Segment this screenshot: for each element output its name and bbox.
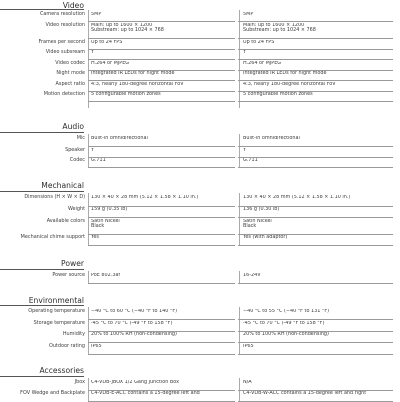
value-product-2 <box>243 380 393 386</box>
value-product-2 <box>243 23 393 34</box>
spec-row <box>0 22 400 39</box>
value-line: 4:3, nearly 180-degree horizontal FoV <box>91 81 184 87</box>
row-label: Speaker <box>65 146 85 153</box>
value-line: G.711 <box>243 158 258 163</box>
spec-row <box>0 218 400 235</box>
value-product-1 <box>91 273 233 279</box>
row-label: Video codec <box>55 59 85 66</box>
row-label: Dimensions (H × W × D) <box>24 193 85 200</box>
value-product-1 <box>91 71 233 77</box>
section-title: Audio <box>62 122 84 131</box>
section-title-rule <box>0 191 84 192</box>
value-product-2 <box>243 309 393 315</box>
row-label: Video subsream <box>45 49 85 55</box>
value-line: 130 × 40 × 28 mm (5.12 × 1.58 × 1.10 in.) <box>243 194 351 200</box>
value-product-1 <box>91 12 233 18</box>
value-product-1 <box>91 158 233 164</box>
value-line: 20% to 100% RH (non-condensing) <box>91 332 177 337</box>
spec-row <box>0 135 400 147</box>
value-product-1 <box>91 344 233 350</box>
section-title: Mechanical <box>41 181 84 190</box>
value-product-1 <box>91 61 233 67</box>
value-product-2 <box>243 344 393 350</box>
value-product-2 <box>243 136 393 142</box>
value-line: 16-24V <box>243 272 261 278</box>
row-separator <box>88 283 235 284</box>
value-product-1 <box>91 40 233 46</box>
value-product-1 <box>91 92 233 98</box>
value-line: H.264 or MJPEG <box>243 60 282 66</box>
value-line: G.711 <box>91 158 106 163</box>
value-product-1 <box>91 148 233 154</box>
spec-row <box>0 234 400 246</box>
value-product-1 <box>91 309 233 315</box>
value-product-2 <box>243 50 393 56</box>
value-product-2 <box>243 332 393 338</box>
value-line: IP65 <box>91 343 102 349</box>
value-product-2 <box>243 391 393 397</box>
value-product-1 <box>91 50 233 56</box>
value-line: 5 configurable motion zones <box>243 92 313 97</box>
value-product-1 <box>91 380 233 386</box>
row-label: Outdoor rating <box>48 342 85 349</box>
spec-row <box>0 272 400 284</box>
value-line: Y <box>91 50 94 55</box>
value-product-2 <box>243 12 393 18</box>
row-label: Mic <box>76 134 85 141</box>
row-label: Motion detection <box>43 91 85 97</box>
value-line: −40 °C to 60 °C (−40 °F to 140 °F) <box>91 309 178 314</box>
value-line: 5MP <box>243 12 254 17</box>
value-line: Satin Nickel <box>91 218 120 224</box>
value-product-1 <box>91 195 233 201</box>
value-line: 4:3, nearly 180-degree horizontal FoV <box>243 81 336 87</box>
spec-row <box>0 379 400 391</box>
value-product-2 <box>243 92 393 98</box>
section-title: Power <box>61 259 84 268</box>
value-line: N/A <box>243 379 252 385</box>
value-line: Black <box>243 223 257 230</box>
spec-row <box>0 320 400 332</box>
value-product-2 <box>243 82 393 88</box>
value-product-2 <box>243 235 393 241</box>
value-line: C4-VDB-JBOX 1/2 Gang Junction Box <box>91 379 179 385</box>
row-separator <box>238 354 393 355</box>
value-line: Yes <box>91 235 99 240</box>
value-line: Satin Nickel <box>243 218 272 224</box>
value-product-2 <box>243 195 393 201</box>
row-label: Mechanical chime support <box>20 234 85 240</box>
row-label: Power source <box>52 271 85 278</box>
spec-row <box>0 39 400 50</box>
spec-row <box>0 91 400 102</box>
value-line: Substream: up to 1024 × 768 <box>91 27 164 34</box>
value-line: C4-VDB-W-ACC contains a 15-degree left and right <box>243 391 367 396</box>
row-label: Humidity <box>62 331 85 337</box>
spec-row <box>0 157 400 168</box>
spec-row <box>0 194 400 207</box>
value-line: PoE 802.3af <box>91 272 121 278</box>
value-line: Up to 24 FPS <box>91 39 123 45</box>
value-line: 5MP <box>91 12 102 17</box>
row-separator <box>88 245 235 246</box>
row-label: Codec <box>69 157 85 163</box>
value-line: -45 °C to 70 °C (-49 °F to 158 °F) <box>243 320 325 326</box>
row-separator <box>238 101 393 102</box>
value-product-1 <box>91 321 233 327</box>
value-product-1 <box>91 136 233 142</box>
value-line: Yes (with adaptor) <box>243 235 288 240</box>
value-line: Main: up to 1600 × 1200 <box>243 22 305 28</box>
row-label: Video resolution <box>45 21 85 28</box>
value-product-2 <box>243 71 393 77</box>
value-product-2 <box>243 219 393 230</box>
value-line: Integrated IR LEDs for night mode <box>91 71 175 76</box>
spec-row <box>0 331 400 343</box>
row-separator <box>238 167 393 168</box>
value-product-1 <box>91 235 233 241</box>
value-line: Y <box>243 147 246 153</box>
value-product-1 <box>91 207 233 213</box>
value-product-2 <box>243 321 393 327</box>
row-label: Night mode <box>56 70 85 76</box>
row-separator <box>238 245 393 246</box>
value-line: H.264 or MJPEG <box>91 60 130 66</box>
value-line: 130 × 40 × 28 mm (5.12 × 1.58 × 1.10 in.) <box>91 194 199 200</box>
spec-row <box>0 49 400 60</box>
section-title: Environmental <box>28 295 84 305</box>
spec-row <box>0 70 400 81</box>
value-line: Up to 24 FPS <box>243 39 275 45</box>
value-line: C4-VDB-E-ACC contains a 15-degree left and <box>91 391 200 396</box>
value-line: Y <box>91 147 94 153</box>
value-line: 5 configurable motion zones <box>91 92 161 97</box>
value-line: 20% to 100% RH (non-condensing) <box>243 332 329 337</box>
row-separator <box>238 283 393 284</box>
row-label: Weight <box>67 206 85 212</box>
section-title: Video <box>62 1 84 10</box>
section-title-rule <box>0 269 84 270</box>
value-line: Y <box>243 50 246 55</box>
row-label: Frames per second <box>38 38 85 45</box>
row-label: FOV Wedge and Backplate <box>20 390 85 396</box>
spec-row <box>0 206 400 218</box>
value-line: Built-in omnidirectional <box>243 135 300 141</box>
value-line: Integrated IR LEDs for night mode <box>243 71 327 76</box>
value-product-2 <box>243 207 393 213</box>
value-line: Substream: up to 1024 × 768 <box>243 27 316 34</box>
section-title: Accessories <box>39 366 84 375</box>
value-product-2 <box>243 148 393 154</box>
value-line: −40 °C to 55 °C (−40 °F to 131 °F) <box>243 309 330 314</box>
spec-row <box>0 147 400 158</box>
value-product-1 <box>91 219 233 230</box>
value-line: 159 g (0.35 lb) <box>91 207 128 212</box>
value-line: Black <box>91 223 105 230</box>
row-label: Jbox <box>74 378 85 385</box>
row-label: Aspect ratio <box>55 80 85 87</box>
value-product-2 <box>243 158 393 164</box>
value-product-1 <box>91 23 233 34</box>
value-line: Built-in omnidirectional <box>91 135 148 141</box>
spec-row <box>0 60 400 71</box>
value-line: Main: up to 1600 × 1200 <box>91 22 153 28</box>
section-title-rule <box>0 132 84 133</box>
spec-row <box>0 81 400 92</box>
row-label: Storage temperature <box>33 319 85 326</box>
row-separator <box>88 167 235 168</box>
value-line: -45 °C to 70 °C (-49 °F to 158 °F) <box>91 320 173 326</box>
row-label: Operating temperature <box>28 308 85 314</box>
value-product-2 <box>243 40 393 46</box>
spec-row <box>0 11 400 22</box>
row-separator <box>88 354 235 355</box>
row-label: Camera resolution <box>39 11 85 17</box>
section-title-rule <box>0 305 84 306</box>
value-line: 136 g (0.30 lb) <box>243 207 280 212</box>
value-product-1 <box>91 332 233 338</box>
spec-row <box>0 343 400 355</box>
section-title-rule <box>0 9 84 10</box>
value-product-1 <box>91 82 233 88</box>
value-line: IP65 <box>243 343 254 349</box>
value-product-2 <box>243 273 393 279</box>
row-label: Available colors <box>46 217 85 224</box>
row-separator <box>88 101 235 102</box>
spec-row <box>0 308 400 320</box>
value-product-2 <box>243 61 393 67</box>
value-product-1 <box>91 391 233 397</box>
section-title-rule <box>0 376 84 377</box>
